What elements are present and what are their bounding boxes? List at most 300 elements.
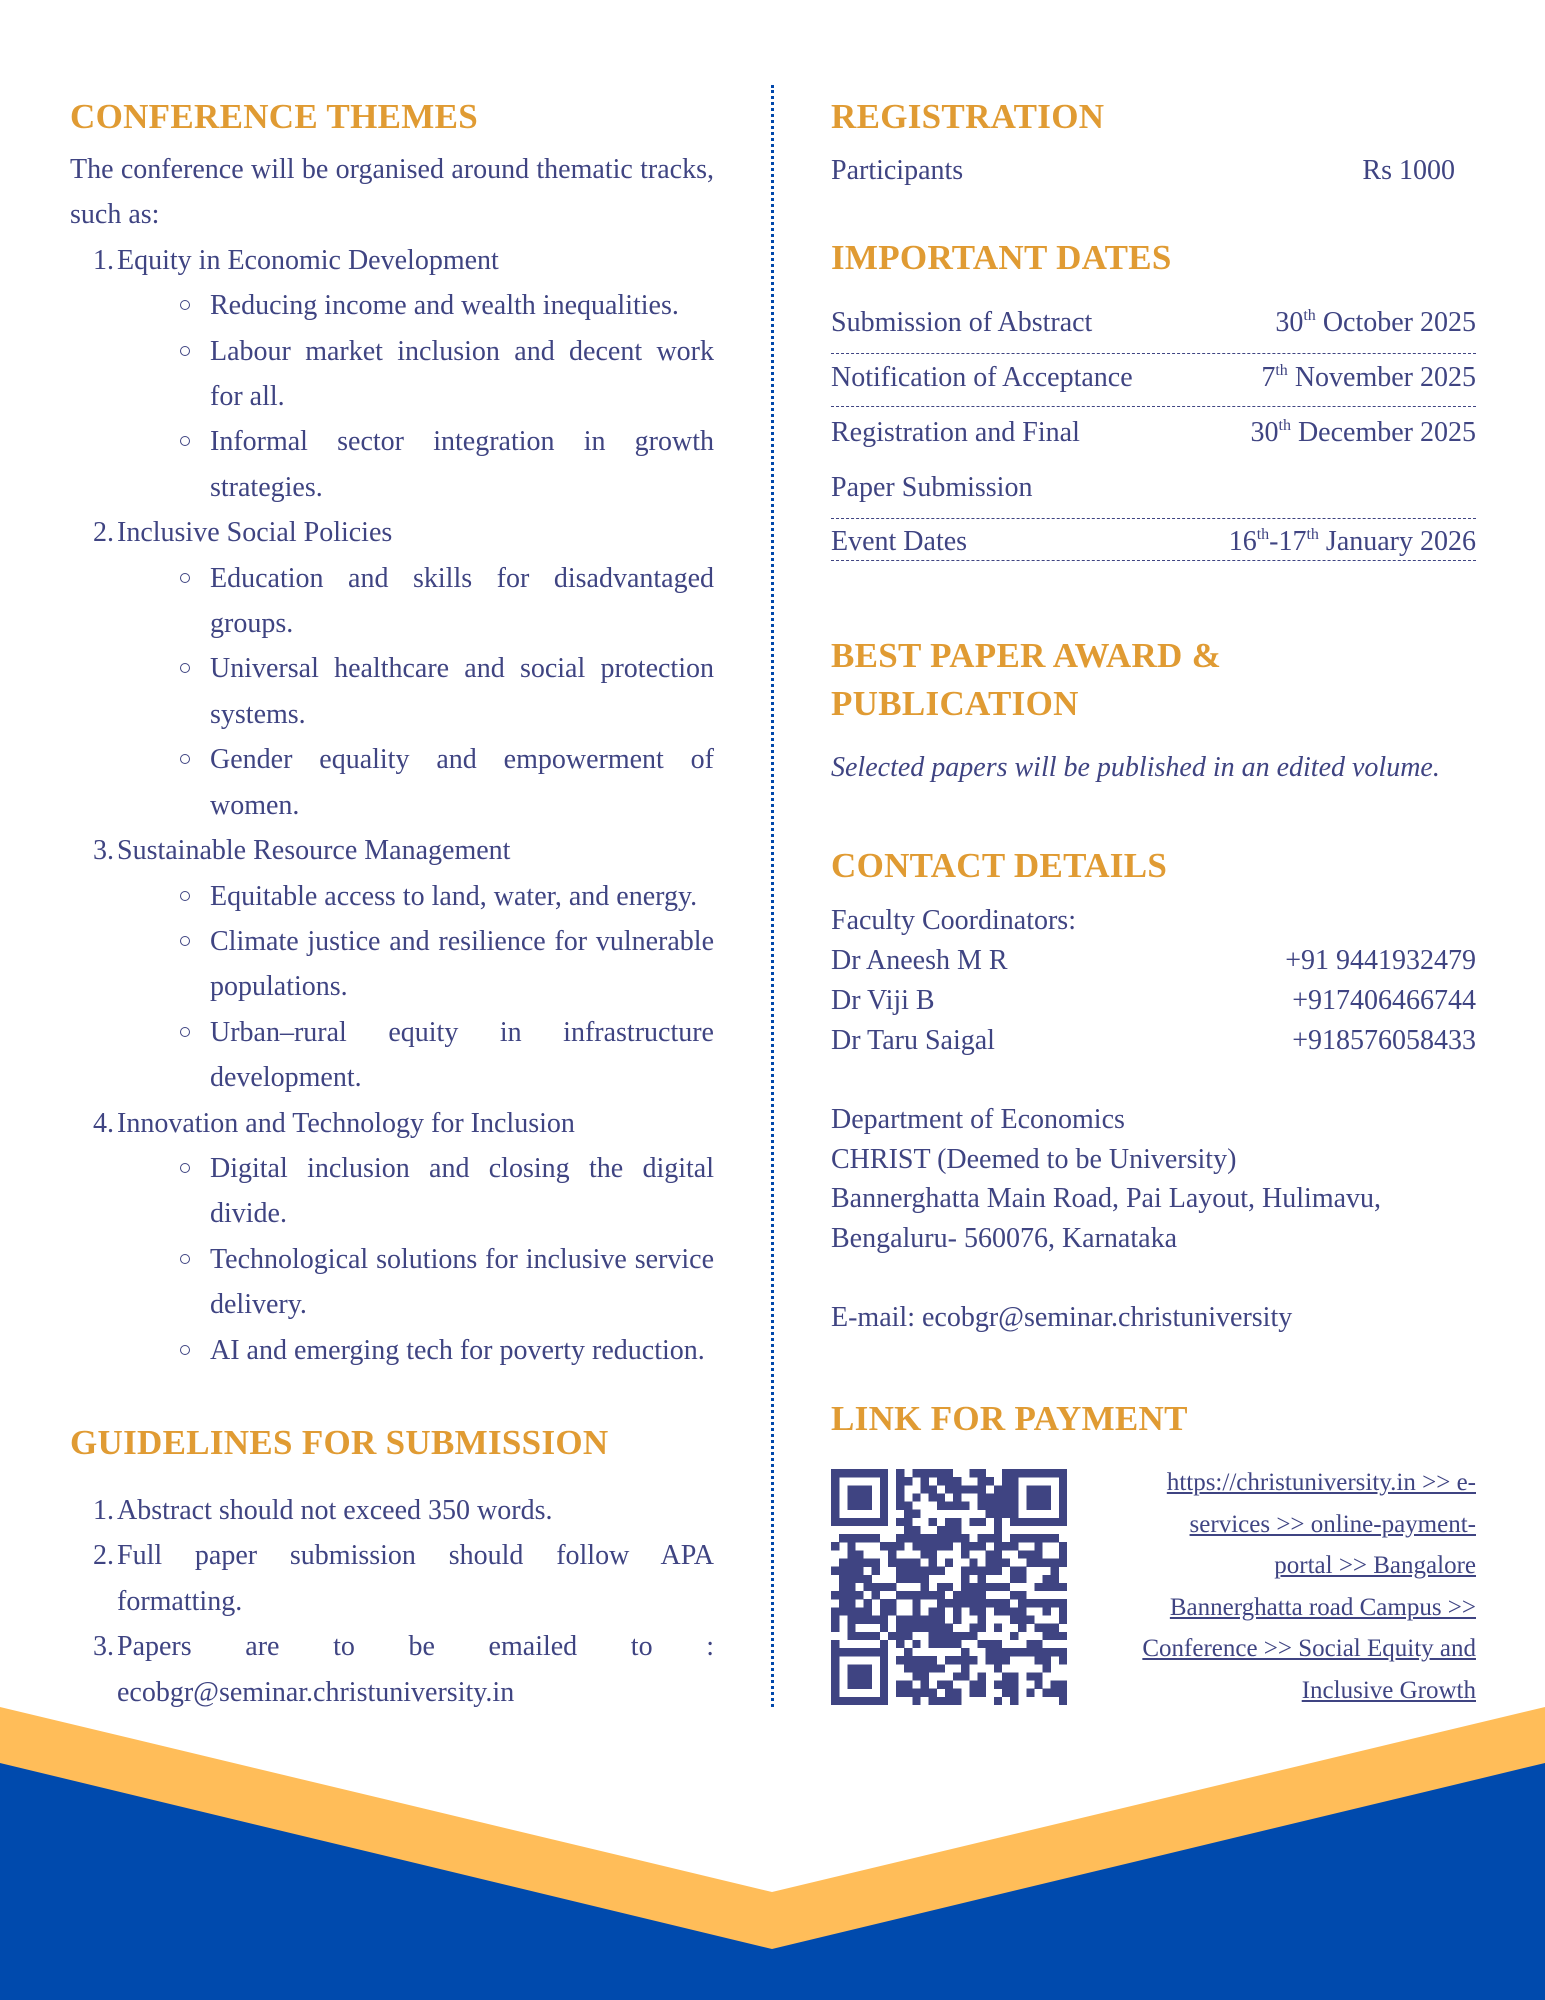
qr-module <box>855 1697 863 1705</box>
subtopic-text: Reducing income and wealth inequalities. <box>210 290 679 322</box>
bullet-icon <box>180 891 190 901</box>
qr-module <box>953 1534 961 1542</box>
qr-module <box>994 1583 1002 1591</box>
subtopic-item <box>117 419 714 510</box>
qr-module <box>994 1624 1002 1632</box>
payment-link-line[interactable] <box>1090 1628 1476 1670</box>
qr-module <box>945 1656 953 1664</box>
address-line: Bengaluru- 560076, Karnataka <box>831 1222 1177 1254</box>
qr-module <box>921 1575 929 1583</box>
qr-module <box>831 1510 839 1518</box>
qr-module <box>1002 1502 1010 1510</box>
qr-module <box>1010 1493 1018 1501</box>
faculty-coordinators-label: Faculty Coordinators: <box>831 905 1076 936</box>
qr-module <box>986 1648 994 1656</box>
bullet-icon <box>180 1254 190 1264</box>
qr-module <box>831 1542 839 1550</box>
qr-module <box>831 1493 839 1501</box>
qr-module <box>977 1485 985 1493</box>
qr-module <box>921 1664 929 1672</box>
subtopic-text: Climate justice and resilience for vulnerable populations. <box>210 925 714 1003</box>
date-suffix: th <box>1278 417 1291 434</box>
qr-module <box>912 1493 920 1501</box>
qr-module <box>839 1591 847 1599</box>
column-divider <box>771 85 774 1707</box>
qr-module <box>1018 1599 1026 1607</box>
qr-module <box>864 1681 872 1689</box>
qr-module <box>1010 1518 1018 1526</box>
qr-module <box>986 1534 994 1542</box>
qr-module <box>880 1648 888 1656</box>
qr-module <box>880 1477 888 1485</box>
qr-module <box>839 1697 847 1705</box>
qr-module <box>855 1567 863 1575</box>
row-divider <box>831 518 1476 519</box>
qr-module <box>921 1485 929 1493</box>
qr-module <box>1043 1607 1051 1615</box>
qr-module <box>953 1493 961 1501</box>
qr-module <box>912 1640 920 1648</box>
qr-module <box>864 1599 872 1607</box>
date-month-year: January 2026 <box>1318 526 1476 557</box>
qr-module <box>896 1542 904 1550</box>
date-suffix: th <box>1275 362 1288 379</box>
payment-link-line[interactable] <box>1090 1504 1476 1546</box>
qr-module <box>864 1575 872 1583</box>
qr-module <box>896 1559 904 1567</box>
qr-module <box>1002 1648 1010 1656</box>
qr-module <box>945 1632 953 1640</box>
qr-module <box>969 1591 977 1599</box>
guideline-number: 2. <box>93 1540 114 1572</box>
qr-module <box>1059 1689 1067 1697</box>
qr-module <box>864 1607 872 1615</box>
qr-module <box>969 1656 977 1664</box>
qr-module <box>1010 1615 1018 1623</box>
qr-module <box>855 1591 863 1599</box>
date-month-year: October 2025 <box>1315 307 1476 338</box>
payment-link-line[interactable] <box>1090 1587 1476 1629</box>
qr-module <box>880 1502 888 1510</box>
qr-module <box>880 1672 888 1680</box>
payment-link-line[interactable] <box>1090 1670 1476 1712</box>
qr-module <box>961 1502 969 1510</box>
bullet-icon <box>180 573 190 583</box>
payment-link-text[interactable]: portal >> Bangalore <box>1274 1552 1476 1579</box>
qr-module <box>1034 1542 1042 1550</box>
qr-module <box>986 1583 994 1591</box>
qr-module <box>855 1648 863 1656</box>
qr-module <box>1059 1599 1067 1607</box>
subtopic-text: Urban–rural equity in infrastructure development. <box>210 1016 714 1094</box>
qr-module <box>977 1591 985 1599</box>
qr-module <box>872 1469 880 1477</box>
qr-module <box>969 1607 977 1615</box>
qr-module <box>855 1615 863 1623</box>
qr-module <box>847 1493 855 1501</box>
qr-module <box>929 1534 937 1542</box>
qr-module <box>904 1559 912 1567</box>
qr-module <box>937 1502 945 1510</box>
qr-module <box>880 1624 888 1632</box>
track-title: Equity in Economic Development <box>117 244 499 276</box>
qr-module <box>977 1599 985 1607</box>
qr-module <box>896 1575 904 1583</box>
subtopic-text: Equitable access to land, water, and energy. <box>210 880 698 912</box>
qr-module <box>1059 1607 1067 1615</box>
qr-module <box>1018 1615 1026 1623</box>
qr-module <box>921 1567 929 1575</box>
qr-module <box>864 1648 872 1656</box>
qr-module <box>1043 1559 1051 1567</box>
qr-module <box>1051 1534 1059 1542</box>
qr-module <box>969 1559 977 1567</box>
qr-module <box>1010 1575 1018 1583</box>
qr-module <box>961 1599 969 1607</box>
qr-module <box>847 1664 855 1672</box>
qr-module <box>831 1681 839 1689</box>
qr-module <box>977 1672 985 1680</box>
address-line: CHRIST (Deemed to be University) <box>831 1143 1237 1175</box>
qr-module <box>896 1485 904 1493</box>
date-value <box>1100 519 1476 564</box>
qr-module <box>880 1689 888 1697</box>
qr-module <box>1010 1485 1018 1493</box>
qr-module <box>929 1567 937 1575</box>
registration-heading: REGISTRATION <box>831 97 1105 136</box>
participants-label: Participants <box>831 155 964 186</box>
qr-module <box>977 1518 985 1526</box>
participants-fee: Rs 1000 <box>1362 155 1455 186</box>
date-value <box>1100 300 1476 345</box>
qr-module <box>945 1518 953 1526</box>
coordinator-name: Dr Viji B <box>831 985 935 1016</box>
qr-module <box>855 1672 863 1680</box>
qr-module <box>937 1697 945 1705</box>
payment-link-line[interactable] <box>1090 1545 1476 1587</box>
qr-module <box>1026 1534 1034 1542</box>
qr-module <box>945 1542 953 1550</box>
date-suffix: th <box>1306 526 1319 543</box>
qr-module <box>904 1664 912 1672</box>
qr-module <box>921 1477 929 1485</box>
qr-module <box>847 1485 855 1493</box>
qr-module <box>1026 1648 1034 1656</box>
qr-module <box>847 1591 855 1599</box>
qr-module <box>855 1559 863 1567</box>
subtopic-text: AI and emerging tech for poverty reduction. <box>210 1334 705 1366</box>
qr-module <box>912 1591 920 1599</box>
qr-module <box>994 1607 1002 1615</box>
qr-module <box>1026 1640 1034 1648</box>
qr-module <box>953 1477 961 1485</box>
qr-module <box>872 1567 880 1575</box>
qr-module <box>929 1624 937 1632</box>
qr-module <box>1059 1656 1067 1664</box>
qr-module <box>872 1591 880 1599</box>
qr-module <box>1002 1599 1010 1607</box>
qr-module <box>929 1640 937 1648</box>
qr-module <box>872 1632 880 1640</box>
qr-module <box>904 1615 912 1623</box>
qr-module <box>929 1493 937 1501</box>
qr-module <box>847 1607 855 1615</box>
qr-module <box>1002 1559 1010 1567</box>
coordinator-phone[interactable]: +91 9441932479 <box>1285 945 1476 976</box>
qr-module <box>1002 1583 1010 1591</box>
qr-module <box>1026 1493 1034 1501</box>
qr-module <box>1043 1469 1051 1477</box>
qr-module <box>896 1567 904 1575</box>
qr-module <box>831 1689 839 1697</box>
qr-module <box>953 1526 961 1534</box>
qr-module <box>864 1502 872 1510</box>
bullet-icon <box>180 1345 190 1355</box>
qr-module <box>953 1632 961 1640</box>
qr-module <box>961 1632 969 1640</box>
guidelines-list <box>70 1488 714 1715</box>
qr-module <box>961 1567 969 1575</box>
qr-module <box>1010 1502 1018 1510</box>
qr-module <box>945 1689 953 1697</box>
coordinator-phone[interactable]: +918576058433 <box>1292 1025 1476 1056</box>
qr-module <box>977 1615 985 1623</box>
qr-module <box>904 1632 912 1640</box>
qr-module <box>937 1591 945 1599</box>
qr-module <box>1051 1559 1059 1567</box>
qr-module <box>953 1591 961 1599</box>
qr-module <box>953 1656 961 1664</box>
qr-module <box>872 1534 880 1542</box>
subtopic-item <box>117 737 714 828</box>
qr-module <box>847 1648 855 1656</box>
track-title: Inclusive Social Policies <box>117 517 393 549</box>
qr-module <box>937 1607 945 1615</box>
qr-module <box>896 1656 904 1664</box>
qr-module <box>847 1672 855 1680</box>
qr-module <box>847 1583 855 1591</box>
qr-module <box>1051 1469 1059 1477</box>
qr-module <box>953 1599 961 1607</box>
qr-module <box>904 1648 912 1656</box>
qr-module <box>945 1469 953 1477</box>
date-value <box>1100 355 1476 400</box>
date-day: 30 <box>1275 307 1304 338</box>
qr-module <box>977 1469 985 1477</box>
qr-module <box>1043 1485 1051 1493</box>
qr-module <box>977 1607 985 1615</box>
qr-module <box>904 1526 912 1534</box>
qr-module <box>945 1502 953 1510</box>
qr-module <box>937 1632 945 1640</box>
track-number: 2. <box>93 517 114 549</box>
subtopic-item <box>117 1010 714 1101</box>
subtopic-item <box>117 1328 714 1373</box>
qr-module <box>977 1534 985 1542</box>
qr-module <box>1034 1469 1042 1477</box>
subtopic-item <box>117 874 714 919</box>
qr-module <box>1059 1583 1067 1591</box>
coordinator-name: Dr Taru Saigal <box>831 1025 995 1056</box>
qr-module <box>839 1518 847 1526</box>
qr-module <box>994 1559 1002 1567</box>
qr-module <box>994 1599 1002 1607</box>
qr-module <box>1051 1583 1059 1591</box>
qr-module <box>1059 1469 1067 1477</box>
qr-module <box>929 1591 937 1599</box>
qr-module <box>1018 1534 1026 1542</box>
qr-module <box>872 1648 880 1656</box>
subtopic-item <box>117 1237 714 1328</box>
qr-module <box>912 1697 920 1705</box>
themes-list <box>70 238 714 1373</box>
qr-module <box>953 1672 961 1680</box>
bullet-icon <box>180 936 190 946</box>
qr-module <box>1010 1534 1018 1542</box>
qr-module <box>937 1542 945 1550</box>
qr-module <box>847 1518 855 1526</box>
qr-module <box>937 1567 945 1575</box>
qr-module <box>1002 1681 1010 1689</box>
qr-module <box>945 1485 953 1493</box>
qr-module <box>864 1534 872 1542</box>
payment-link-text[interactable]: Conference >> Social Equity and <box>1142 1635 1476 1662</box>
payment-link-text[interactable]: Bannerghatta road Campus >> <box>1169 1593 1476 1621</box>
qr-module <box>921 1615 929 1623</box>
qr-module <box>831 1502 839 1510</box>
qr-module <box>969 1469 977 1477</box>
qr-module <box>1010 1697 1018 1705</box>
qr-module <box>969 1485 977 1493</box>
qr-module <box>855 1493 863 1501</box>
qr-module <box>1043 1624 1051 1632</box>
contact-email[interactable]: E-mail: ecobgr@seminar.christuniversity <box>831 1302 1293 1333</box>
qr-module <box>929 1656 937 1664</box>
qr-module <box>994 1697 1002 1705</box>
qr-module <box>945 1477 953 1485</box>
qr-module <box>880 1485 888 1493</box>
qr-module <box>977 1542 985 1550</box>
qr-module <box>977 1567 985 1575</box>
qr-module <box>839 1575 847 1583</box>
subtopic-text: Labour market inclusion and decent work for all. <box>210 335 714 413</box>
qr-module <box>864 1615 872 1623</box>
qr-module <box>994 1648 1002 1656</box>
award-text: Selected papers will be published in an edited volume. <box>831 752 1440 783</box>
qr-module <box>1059 1493 1067 1501</box>
contact-heading: CONTACT DETAILS <box>831 846 1168 885</box>
qr-module <box>969 1567 977 1575</box>
qr-module <box>921 1469 929 1477</box>
qr-module <box>855 1469 863 1477</box>
qr-module <box>929 1485 937 1493</box>
coordinator-name: Dr Aneesh M R <box>831 945 1008 976</box>
qr-module <box>921 1681 929 1689</box>
qr-module <box>839 1599 847 1607</box>
qr-module <box>929 1697 937 1705</box>
date-label: Notification of Acceptance <box>831 362 1133 393</box>
qr-module <box>1034 1550 1042 1558</box>
qr-module <box>1002 1656 1010 1664</box>
payment-link[interactable] <box>1090 1462 1476 1711</box>
qr-module <box>1002 1493 1010 1501</box>
qr-code-icon[interactable] <box>831 1469 1067 1705</box>
payment-link-line[interactable] <box>1090 1462 1476 1504</box>
qr-module <box>945 1697 953 1705</box>
qr-module <box>969 1583 977 1591</box>
qr-module <box>1010 1672 1018 1680</box>
qr-module <box>1059 1542 1067 1550</box>
qr-module <box>904 1567 912 1575</box>
subtopic-text: Technological solutions for inclusive service delivery. <box>210 1243 714 1321</box>
qr-module <box>929 1550 937 1558</box>
qr-module <box>921 1656 929 1664</box>
qr-module <box>904 1656 912 1664</box>
qr-module <box>986 1502 994 1510</box>
qr-module <box>864 1632 872 1640</box>
coordinator-phone[interactable]: +917406466744 <box>1292 985 1476 1016</box>
qr-module <box>864 1485 872 1493</box>
qr-module <box>921 1550 929 1558</box>
date-day: 30 <box>1250 417 1279 448</box>
qr-module <box>1018 1567 1026 1575</box>
qr-module <box>888 1542 896 1550</box>
qr-module <box>912 1469 920 1477</box>
bullet-icon <box>180 436 190 446</box>
payment-link-text[interactable]: https://christuniversity.in >> e- <box>1166 1469 1476 1496</box>
qr-module <box>1034 1559 1042 1567</box>
guideline-item <box>70 1624 714 1715</box>
track-title: Sustainable Resource Management <box>117 835 511 867</box>
qr-module <box>945 1534 953 1542</box>
qr-module <box>1059 1648 1067 1656</box>
qr-module <box>1026 1550 1034 1558</box>
qr-module <box>831 1485 839 1493</box>
qr-module <box>880 1640 888 1648</box>
qr-module <box>847 1681 855 1689</box>
qr-module <box>1059 1550 1067 1558</box>
qr-module <box>864 1469 872 1477</box>
qr-module <box>888 1599 896 1607</box>
qr-module <box>847 1575 855 1583</box>
bullet-icon <box>180 300 190 310</box>
qr-module <box>1059 1485 1067 1493</box>
qr-module <box>977 1689 985 1697</box>
qr-module <box>1059 1477 1067 1485</box>
subtopic-item <box>117 556 714 647</box>
qr-module <box>1043 1632 1051 1640</box>
payment-link-text[interactable]: Inclusive Growth <box>1301 1676 1476 1704</box>
qr-module <box>921 1672 929 1680</box>
qr-module <box>921 1542 929 1550</box>
qr-module <box>1002 1607 1010 1615</box>
qr-module <box>1059 1681 1067 1689</box>
qr-module <box>961 1575 969 1583</box>
qr-module <box>896 1632 904 1640</box>
qr-module <box>1034 1502 1042 1510</box>
qr-module <box>839 1583 847 1591</box>
qr-module <box>994 1534 1002 1542</box>
qr-module <box>831 1591 839 1599</box>
qr-module <box>1010 1510 1018 1518</box>
qr-module <box>904 1681 912 1689</box>
qr-module <box>977 1640 985 1648</box>
qr-module <box>937 1640 945 1648</box>
qr-module <box>839 1648 847 1656</box>
qr-module <box>977 1502 985 1510</box>
payment-link-text[interactable]: services >> online-payment- <box>1189 1510 1476 1538</box>
qr-module <box>880 1510 888 1518</box>
